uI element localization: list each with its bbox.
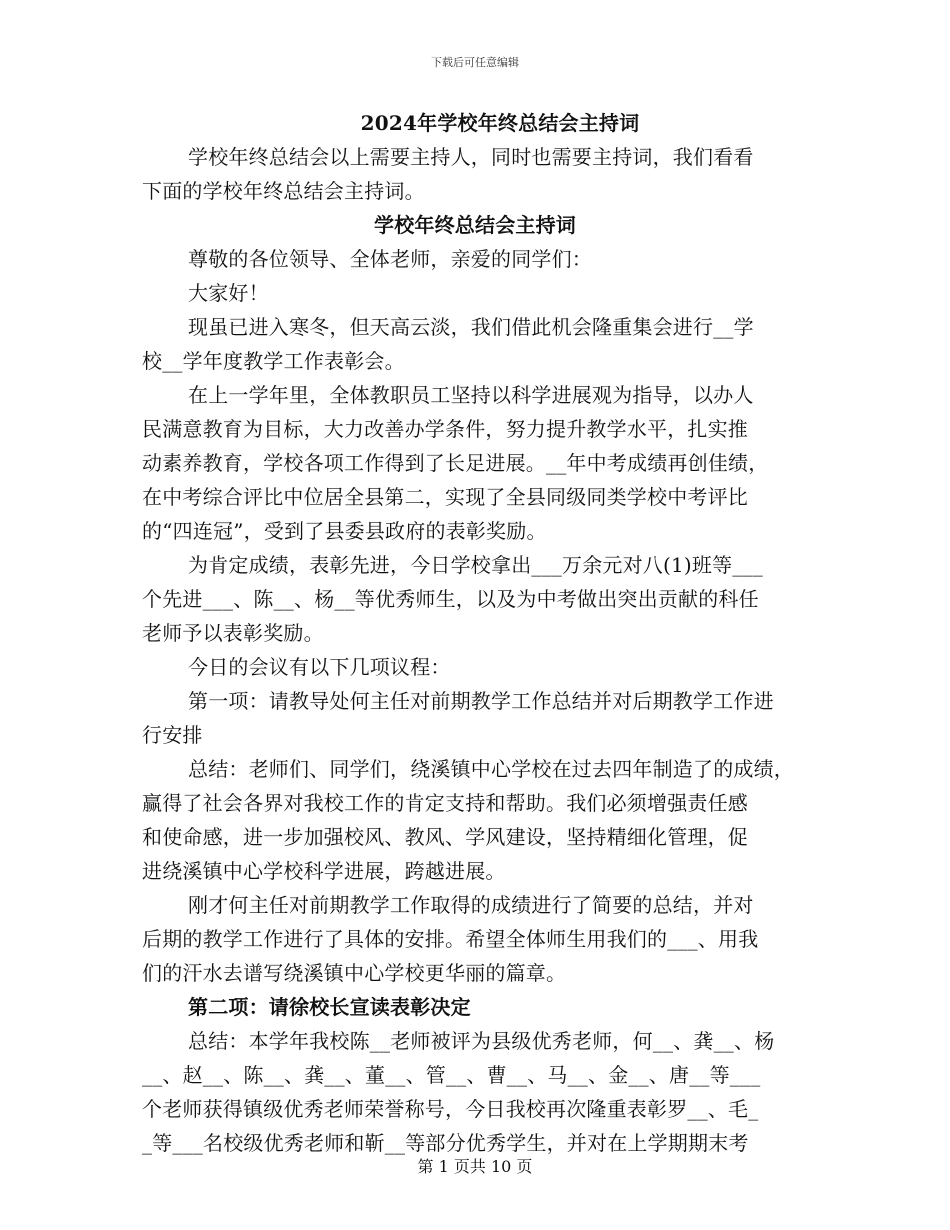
para3-line-2: 个先进___、陈__、杨__等优秀师生，以及为中考做出突出贡献的科任 xyxy=(142,587,759,611)
agenda-intro: 今日的会议有以下几项议程： xyxy=(188,655,451,679)
summary1-line-3: 和使命感，进一步加强校风、教风、学风建设，坚持精细化管理，促 xyxy=(142,825,748,849)
summary2-line-3: 个老师获得镇级优秀老师荣誉称号，今日我校再次隆重表彰罗__、毛_ xyxy=(142,1097,759,1121)
para1-line-1: 现虽已进入寒冬，但天高云淡，我们借此机会隆重集会进行__学 xyxy=(188,315,754,339)
para2-line-1: 在上一学年里，全体教职员工坚持以科学进展观为指导，以办人 xyxy=(188,383,754,407)
header-note: 下载后可任意编辑 xyxy=(431,56,519,69)
para4-line-1: 刚才何主任对前期教学工作取得的成绩进行了简要的总结，并对 xyxy=(188,893,754,917)
para3-line-1: 为肯定成绩，表彰先进，今日学校拿出___万余元对八(1)班等___ xyxy=(188,553,763,577)
intro-line-2: 下面的学校年终总结会主持词。 xyxy=(142,179,425,203)
summary2-line-4: _等___名校级优秀老师和靳__等部分优秀学生，并对在上学期期末考 xyxy=(142,1131,749,1155)
section-subtitle: 学校年终总结会主持词 xyxy=(374,213,576,237)
para2-line-2: 民满意教育为目标，大力改善办学条件，努力提升教学水平，扎实推 xyxy=(142,417,748,441)
summary2-line-1: 总结：本学年我校陈__老师被评为县级优秀老师，何__、龚__、杨 xyxy=(188,1029,775,1053)
summary2-line-2: __、赵__、陈__、龚__、董__、管__、曹__、马__、金__、唐__等___ xyxy=(142,1063,761,1087)
document-body xyxy=(142,106,808,1160)
summary1-line-2: 赢得了社会各界对我校工作的肯定支持和帮助。我们必须增强责任感 xyxy=(142,791,748,815)
summary1-line-4: 进绕溪镇中心学校科学进展，跨越进展。 xyxy=(142,859,506,883)
greeting: 尊敬的各位领导、全体老师，亲爱的同学们： xyxy=(188,247,592,271)
para2-line-3: 动素养教育，学校各项工作得到了长足进展。__年中考成绩再创佳绩， xyxy=(142,451,769,475)
para3-line-3: 老师予以表彰奖励。 xyxy=(142,621,324,645)
intro-line-1: 学校年终总结会以上需要主持人，同时也需要主持词，我们看看 xyxy=(188,145,754,169)
summary1-line-1: 总结：老师们、同学们，绕溪镇中心学校在过去四年制造了的成绩， xyxy=(188,757,794,781)
hello: 大家好！ xyxy=(188,281,269,305)
item1-line-2: 行安排 xyxy=(142,723,203,747)
page-footer: 第 1 页共 10 页 xyxy=(417,1157,533,1176)
item2-heading: 第二项：请徐校长宣读表彰决定 xyxy=(188,995,471,1019)
para4-line-3: 们的汗水去谱写绕溪镇中心学校更华丽的篇章。 xyxy=(142,961,567,985)
item1-line-1: 第一项：请教导处何主任对前期教学工作总结并对后期教学工作进 xyxy=(188,689,774,713)
para2-line-4: 在中考综合评比中位居全县第二，实现了全县同级同类学校中考评比 xyxy=(142,485,748,509)
para1-line-2: 校__学年度教学工作表彰会。 xyxy=(142,349,405,373)
document-title: 2024年学校年终总结会主持词 xyxy=(360,111,640,135)
para4-line-2: 后期的教学工作进行了具体的安排。希望全体师生用我们的___、用我 xyxy=(142,927,759,951)
para2-line-5: 的“四连冠”，受到了县委县政府的表彰奖励。 xyxy=(142,519,547,543)
